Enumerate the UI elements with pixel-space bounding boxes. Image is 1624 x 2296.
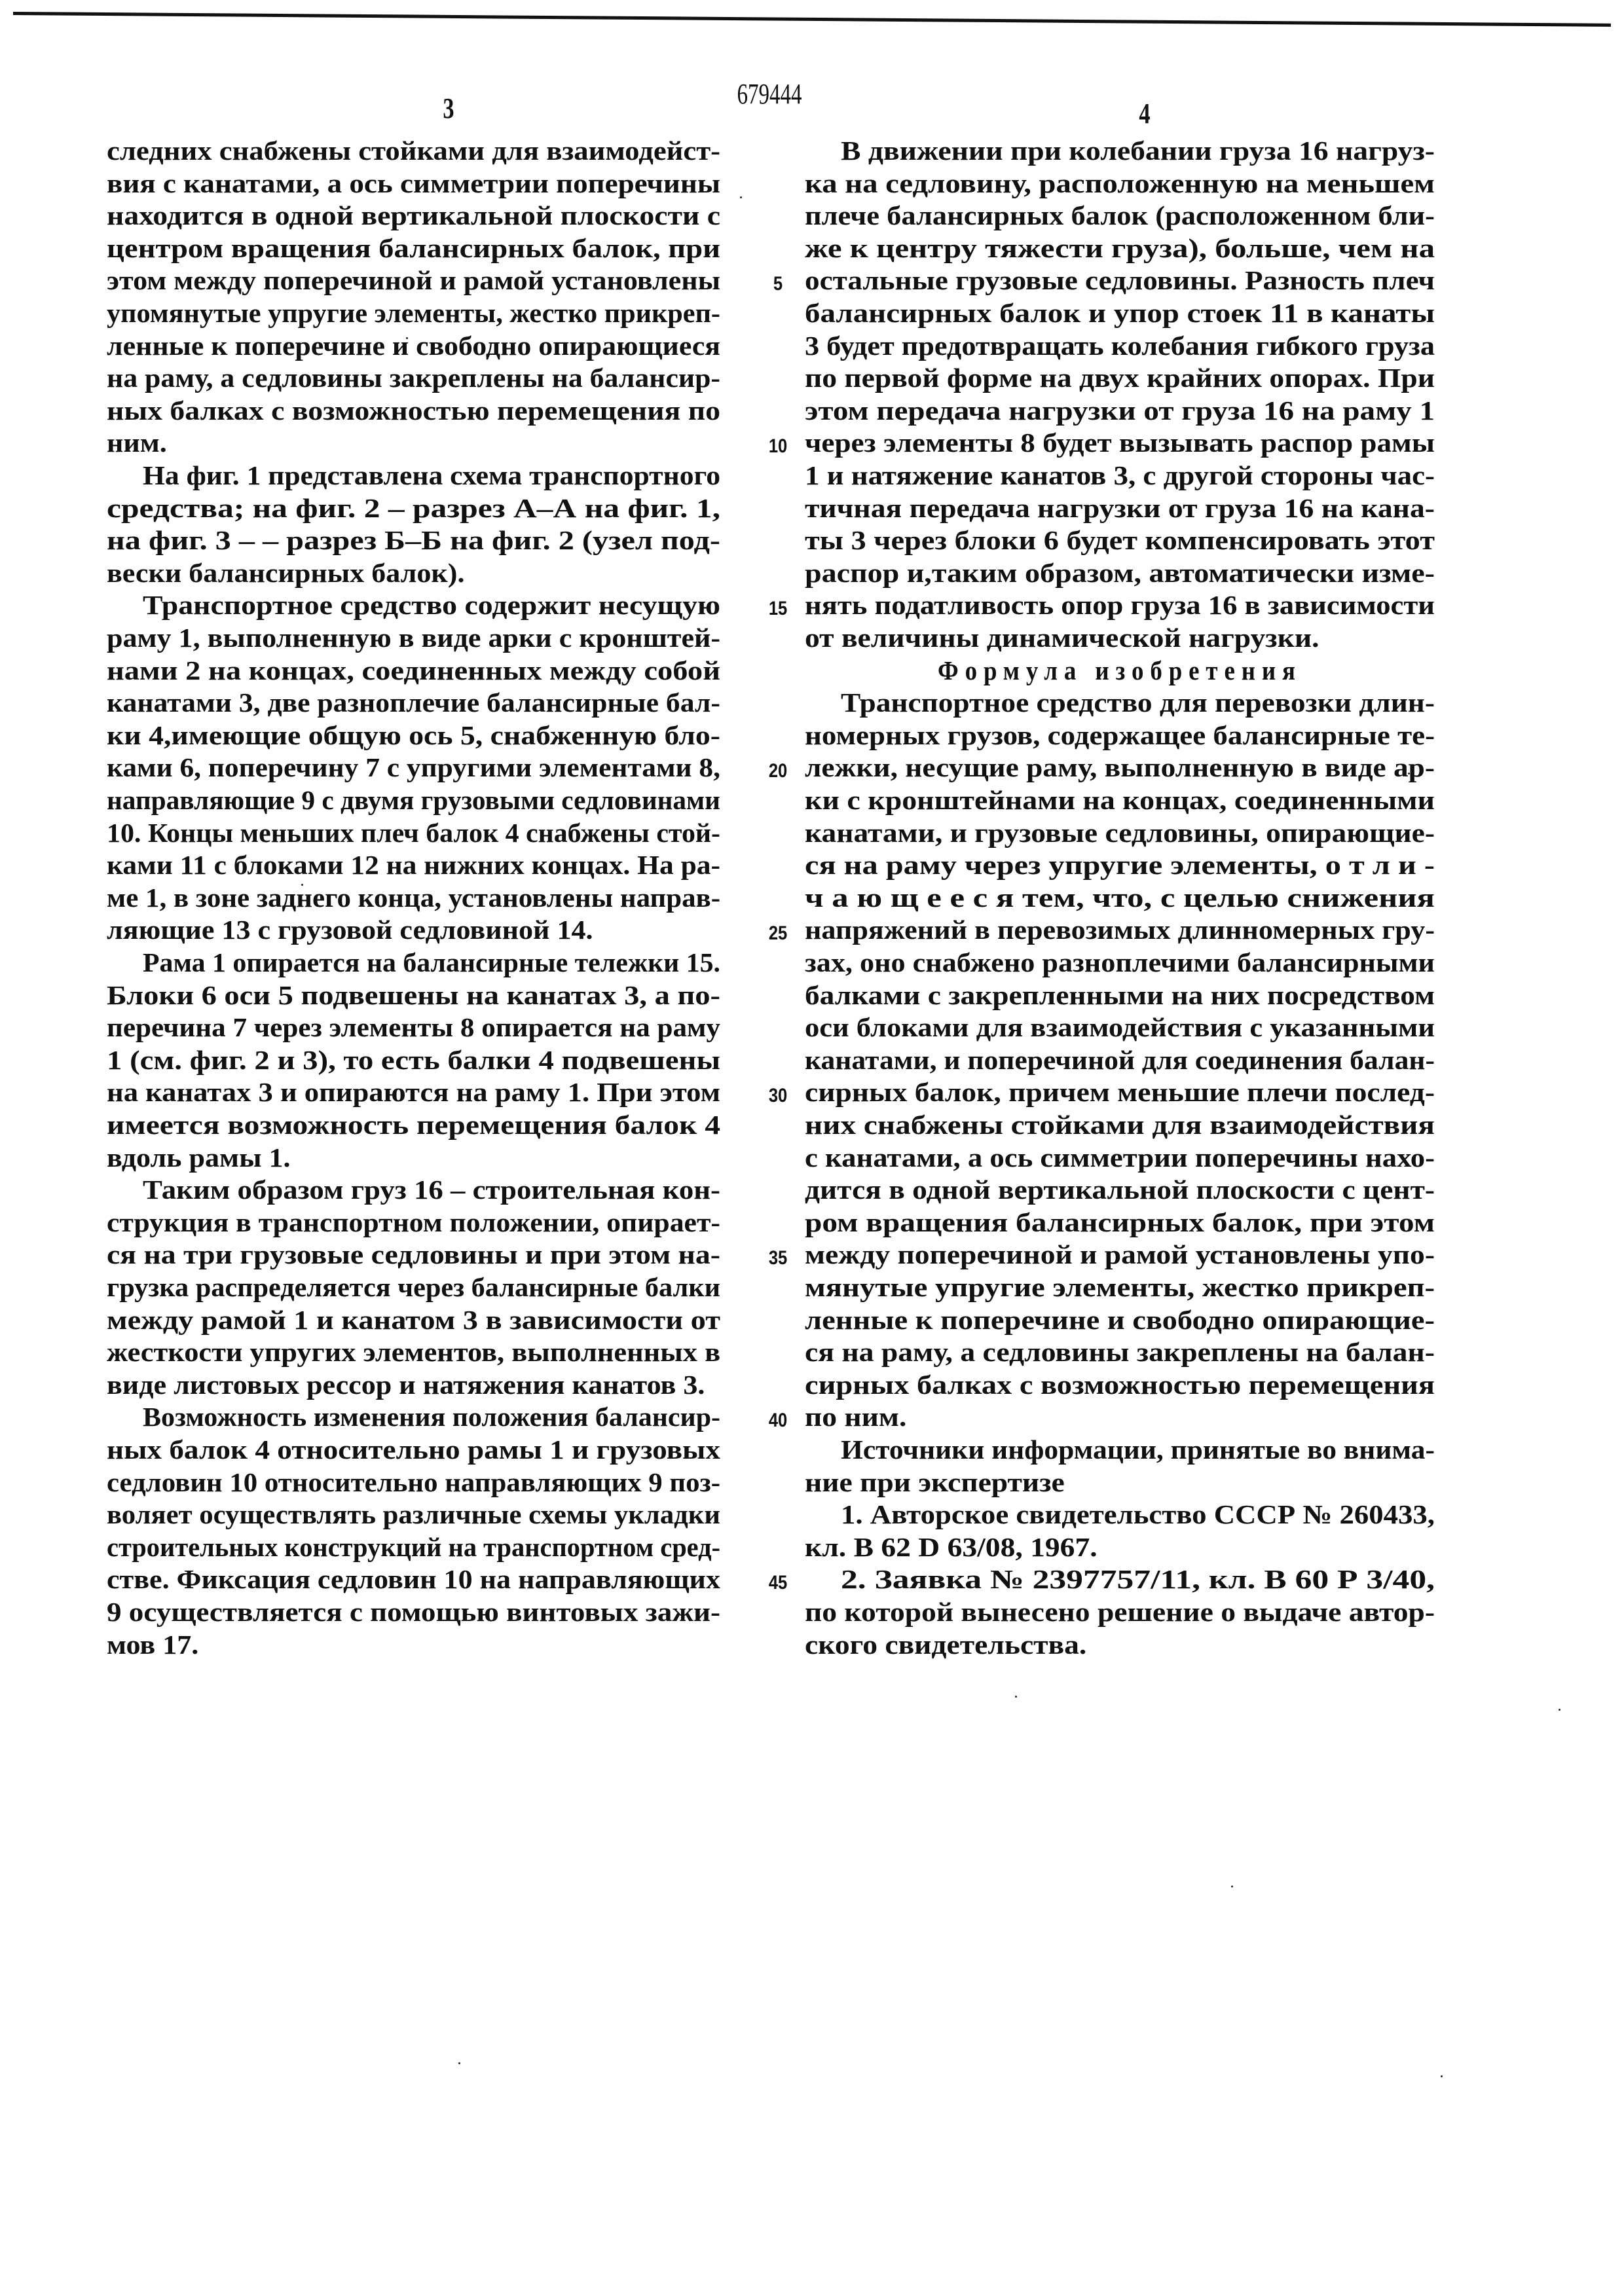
text-line: упомянутые упругие элементы, жестко прикреп- (107, 298, 720, 328)
text-line: этом передача нагрузки от груза 16 на раму 1 (805, 395, 1435, 426)
text-line: ных балок 4 относительно рамы 1 и грузовых (107, 1434, 720, 1465)
text-line: 1. Авторское свидетельство СССР № 260433, (841, 1499, 1435, 1529)
text-line: мянутые упругие элементы, жестко прикреп- (805, 1272, 1435, 1302)
scan-speck (930, 255, 932, 257)
text-line: дится в одной вертикальной плоскости с цент- (805, 1175, 1435, 1205)
text-line: воляет осуществлять различные схемы укладки (107, 1499, 720, 1529)
text-line: строительных конструкций на транспортном сред- (107, 1532, 720, 1562)
top-rule (13, 12, 1611, 27)
scan-speck (1559, 1709, 1560, 1711)
text-line: На фиг. 1 представлена схема транспортного (143, 460, 720, 490)
text-line: мов 17. (107, 1630, 198, 1660)
text-line: ками 6, поперечину 7 с упругими элементами 8, (107, 752, 720, 782)
page-number-left: 3 (434, 92, 464, 125)
text-line: грузка распределяется через балансирные балки (107, 1272, 720, 1302)
text-line: 1 (см. фиг. 2 и 3), то есть балки 4 подвешены (107, 1045, 720, 1075)
text-line: нять податливость опор груза 16 в зависимости (805, 590, 1435, 620)
text-line: от величины динамической нагрузки. (805, 623, 1319, 653)
text-line: ся на раму, а седловины закреплены на балан- (805, 1337, 1435, 1367)
text-line: вдоль рамы 1. (107, 1142, 291, 1173)
text-line: виде листовых рессор и натяжения канатов 3. (107, 1370, 705, 1400)
line-number-marker: 40 (767, 1406, 789, 1436)
text-line: сирных балок, причем меньшие плечи послед- (805, 1077, 1435, 1107)
text-line: по ним. (805, 1402, 906, 1432)
text-line: канатами, и поперечиной для соединения балан- (805, 1045, 1435, 1075)
text-line: 3 будет предотвращать колебания гибкого груза (805, 331, 1435, 361)
line-number-marker: 10 (767, 431, 789, 462)
text-line: с канатами, а ось симметрии поперечины нахо- (805, 1142, 1435, 1173)
text-line: канатами, и грузовые седловины, опирающие- (805, 818, 1435, 848)
text-line: тичная передача нагрузки от груза 16 на кана- (805, 493, 1435, 523)
text-line: Источники информации, принятые во внима- (841, 1434, 1435, 1465)
text-line: раму 1, выполненную в виде арки с кронштей- (107, 623, 720, 653)
text-line: ты 3 через блоки 6 будет компенсировать этот (805, 525, 1435, 555)
line-number-marker: 35 (767, 1243, 789, 1273)
text-line: ных балках с возможностью перемещения по (107, 395, 720, 426)
text-line: имеется возможность перемещения балок 4 (107, 1110, 720, 1140)
text-line: сирных балках с возможностью перемещения (805, 1370, 1435, 1400)
text-line: Транспортное средство содержит несущую (143, 590, 720, 620)
scan-speck (458, 2062, 460, 2064)
text-line: направляющие 9 с двумя грузовыми седловинами (107, 785, 720, 815)
text-line: Таким образом груз 16 – строительная кон- (143, 1175, 720, 1205)
text-line: ского свидетельства. (805, 1630, 1086, 1660)
text-line: ром вращения балансирных балок, при этом (805, 1207, 1435, 1237)
text-line: ме 1, в зоне заднего конца, установлены направ- (107, 883, 720, 913)
text-line: 10. Концы меньших плеч балок 4 снабжены стой- (107, 818, 720, 848)
text-line: вески балансирных балок). (107, 558, 465, 588)
text-line: находится в одной вертикальной плоскости с (107, 200, 720, 230)
page-number-right: 4 (1130, 97, 1160, 130)
text-line: ка на седловину, расположенную на меньшем (805, 168, 1435, 198)
text-line: 1 и натяжение канатов 3, с другой стороны час- (805, 460, 1435, 490)
text-line: ленные к поперечине и свободно опирающие- (805, 1305, 1435, 1335)
heading-text: Формула изобретения (938, 655, 1302, 685)
text-line: следних снабжены стойками для взаимодейст- (107, 136, 720, 166)
text-line: 2. Заявка № 2397757/11, кл. В 60 Р 3/40, (841, 1564, 1435, 1594)
text-line: стве. Фиксация седловин 10 на направляющих (107, 1564, 720, 1594)
text-line: напряжений в перевозимых длинномерных гру- (805, 915, 1435, 945)
text-line: лежки, несущие раму, выполненную в виде ар- (805, 752, 1435, 782)
scan-speck (1316, 288, 1318, 290)
scan-speck (907, 1126, 909, 1128)
text-line: же к центру тяжести груза), больше, чем на (805, 233, 1435, 263)
text-line: ние при экспертизе (805, 1467, 1065, 1497)
text-line: по первой форме на двух крайних опорах. При (805, 363, 1435, 393)
text-line: балками с закрепленными на них посредством (805, 980, 1435, 1010)
text-line: ки с кронштейнами на концах, соединенными (805, 785, 1435, 815)
text-line: нами 2 на концах, соединенных между собой (107, 655, 720, 685)
text-line: между рамой 1 и канатом 3 в зависимости от (107, 1305, 720, 1335)
line-number-marker: 45 (767, 1568, 789, 1598)
text-line: 9 осуществляется с помощью винтовых зажи- (107, 1597, 720, 1627)
text-line: кл. В 62 D 63/08, 1967. (805, 1532, 1098, 1562)
line-number-marker: 30 (767, 1081, 789, 1111)
text-line: Блоки 6 оси 5 подвешены на канатах 3, а по- (107, 980, 720, 1010)
text-line: между поперечиной и рамой установлены упо- (805, 1239, 1435, 1269)
text-line: остальные грузовые седловины. Разность плеч (805, 265, 1435, 295)
text-line: центром вращения балансирных балок, при (107, 233, 720, 263)
scan-speck (1015, 1696, 1017, 1698)
text-line: Рама 1 опирается на балансирные тележки 15. (143, 947, 720, 977)
text-line: ним. (107, 428, 167, 458)
text-line: плече балансирных балок (расположенном бли- (805, 200, 1435, 230)
text-line: Возможность изменения положения балансир- (143, 1402, 720, 1432)
text-line: канатами 3, две разноплечие балансирные бал- (107, 687, 720, 718)
text-line: через элементы 8 будет вызывать распор рамы (805, 428, 1435, 458)
scan-speck (301, 884, 303, 886)
text-line: на раму, а седловины закреплены на балансир- (107, 363, 720, 393)
text-line: на канатах 3 и опираются на раму 1. При этом (107, 1077, 720, 1107)
text-line: перечина 7 через элементы 8 опирается на раму (107, 1012, 720, 1042)
text-line: ки 4,имеющие общую ось 5, снабженную бло- (107, 720, 720, 750)
text-line: на фиг. 3 – – разрез Б–Б на фиг. 2 (узел под- (107, 525, 720, 555)
text-line: по которой вынесено решение о выдаче автор- (805, 1597, 1435, 1627)
scan-speck (740, 196, 742, 198)
scan-speck (406, 337, 408, 339)
text-line: В движении при колебании груза 16 нагруз- (841, 136, 1435, 166)
text-line: распор и,таким образом, автоматически изме- (805, 558, 1435, 588)
text-line: ленные к поперечине и свободно опирающиеся (107, 331, 720, 361)
text-line: ся на три грузовые седловины и при этом на- (107, 1239, 720, 1269)
text-line: вия с канатами, а ось симметрии поперечины (107, 168, 720, 198)
text-line: ся на раму через упругие элементы, о т л и - (805, 850, 1435, 880)
text-line: балансирных балок и упор стоек 11 в канаты (805, 298, 1435, 328)
line-number-marker: 5 (767, 269, 789, 299)
text-line: струкция в транспортном положении, опирает- (107, 1207, 720, 1237)
text-line: номерных грузов, содержащее балансирные те- (805, 720, 1435, 750)
text-line: Транспортное средство для перевозки длин- (841, 687, 1435, 718)
text-line: ч а ю щ е е с я тем, что, с целью снижения (805, 883, 1435, 913)
line-number-marker: 15 (767, 594, 789, 624)
text-line: ляющие 13 с грузовой седловиной 14. (107, 915, 593, 945)
scan-speck (1408, 773, 1410, 774)
line-number-marker: 25 (767, 919, 789, 949)
patent-number: 679444 (735, 77, 804, 111)
text-line: этом между поперечиной и рамой установлены (107, 265, 720, 295)
line-number-marker: 20 (767, 756, 789, 786)
text-line: средства; на фиг. 2 – разрез А–А на фиг. 1, (107, 493, 720, 523)
scan-speck (1231, 1886, 1233, 1887)
scan-speck (1441, 2075, 1443, 2077)
text-line: ками 11 с блоками 12 на нижних концах. На ра- (107, 850, 720, 880)
text-line: них снабжены стойками для взаимодействия (805, 1110, 1435, 1140)
text-line: седловин 10 относительно направляющих 9 поз- (107, 1467, 720, 1497)
patent-page (0, 0, 1624, 2296)
text-line: оси блоками для взаимодействия с указанными (805, 1012, 1435, 1042)
text-line: зах, оно снабжено разноплечими балансирными (805, 947, 1435, 977)
text-line: жесткости упругих элементов, выполненных в (107, 1337, 720, 1367)
